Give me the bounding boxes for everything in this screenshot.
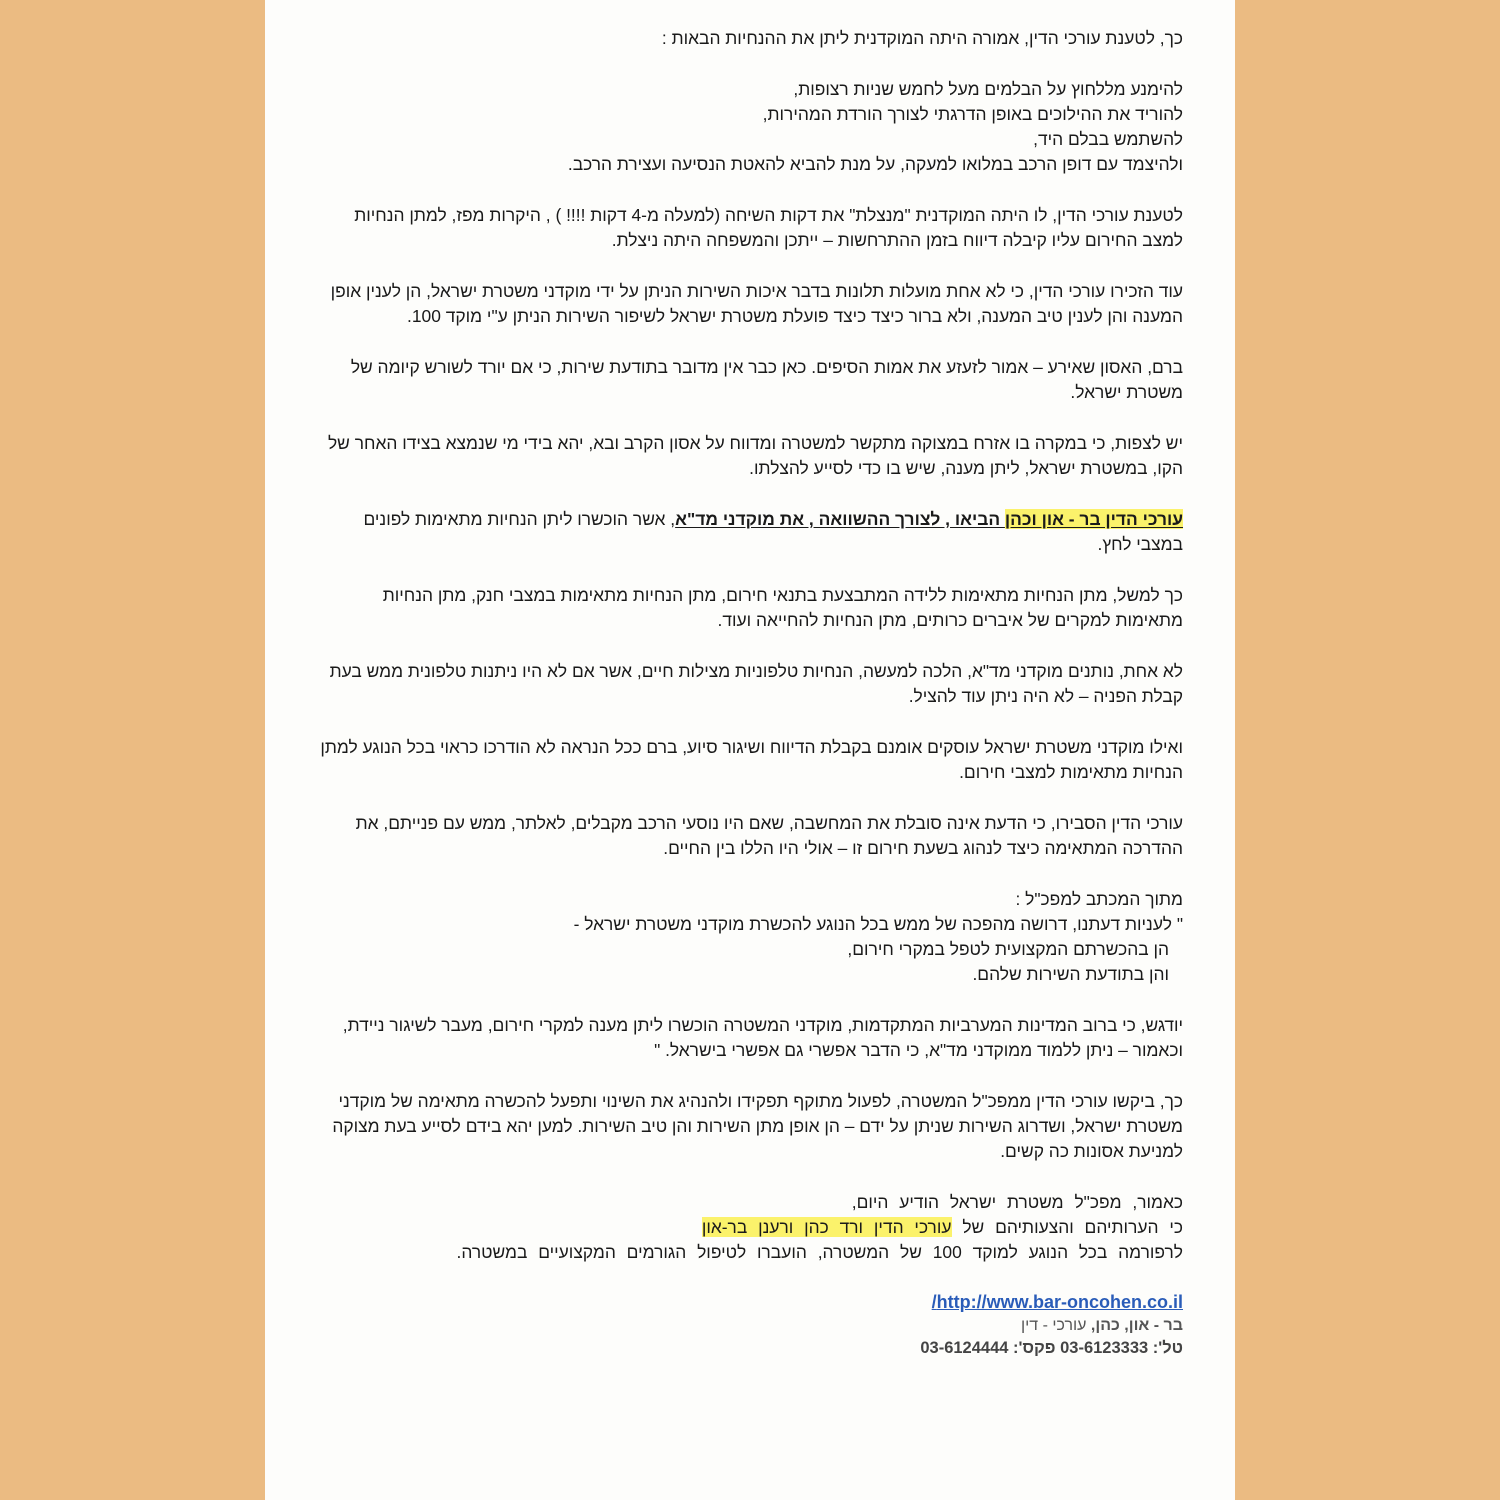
paragraph: ואילו מוקדני משטרת ישראל עוסקים אומנם בקבלת הדיווח ושיגור סיוע, ברם ככל הנראה לא הודרכו כראוי בכל הנוגע למתן הנחיות מתאימות למצבי חירום.	[320, 737, 1183, 782]
paragraph-text: וכאמור – ניתן ללמוד ממוקדני מד"א, כי הדבר אפשרי גם אפשרי בישראל. "	[654, 1040, 1183, 1060]
document-page	[265, 0, 1235, 1500]
paragraph: כך, ביקשו עורכי הדין ממפכ"ל המשטרה, לפעול מתוקף תפקידו ולהנהיג את השינוי ותפעל להכשרה מתאימה של מוקדני משטרת ישראל, ושדרוג השירות שניתן על ידם – הן אופן מתן השירות והן טיב השירות. למען יהא בידם לסייע בעת מצוקה למניעת אסונות כה קשים.	[332, 1091, 1183, 1161]
quote-line: והן בתודעת השירות שלהם.	[972, 964, 1169, 984]
paragraph: עוד הזכירו עורכי הדין, כי לא אחת מועלות תלונות בדבר איכות השירות הניתן על ידי מוקדני משטרת ישראל, הן לענין אופן המענה והן לענין טיב המענה, ולא ברור כיצד כיצד פועלת משטרת ישראל לשיפור השירות הניתן ע"י מוקד 100.	[330, 281, 1183, 326]
paragraph	[315, 1013, 1183, 1063]
paragraph-text: כאמור, מפכ"ל משטרת ישראל הודיע היום,	[851, 1192, 1183, 1212]
paragraph: לא אחת, נותנים מוקדני מד"א, הלכה למעשה, הנחיות טלפוניות מצילות חיים, אשר אם לא היו ניתנות טלפונית ממש בעת קבלת הפניה – לא היה ניתן עוד להציל.	[329, 661, 1183, 706]
letter-footer	[315, 1291, 1183, 1360]
paragraph: עורכי הדין הסבירו, כי הדעת אינה סובלת את המחשבה, שאם היו נוסעי הרכב מקבלים, לאלתר, ממש עם פנייתם, את ההדרכה המתאימה כיצד לנהוג בשעת חירום זו – אולי היו הללו בין החיים.	[355, 813, 1183, 858]
paragraph: לטענת עורכי הדין, לו היתה המוקדנית "מנצלת" את דקות השיחה (למעלה מ-4 דקות !!!! ) , היקרות מפז, למתן הנחיות למצב החירום עליו קיבלה דיווח בזמן ההתרחשות – ייתכן והמשפחה היתה ניצלת.	[354, 205, 1183, 250]
paragraph-intro: כך, לטענת עורכי הדין, אמורה היתה המוקדנית ליתן את ההנחיות הבאות :	[661, 28, 1183, 48]
instruction-item: ולהיצמד עם דופן הרכב במלואו למעקה, על מנת להביא להאטת הנסיעה ועצירת הרכב.	[567, 154, 1183, 174]
paragraph-announcement	[315, 1190, 1183, 1265]
quote-block	[315, 887, 1183, 987]
website-link[interactable]: http://www.bar-oncohen.co.il/	[931, 1292, 1183, 1312]
paragraph: ברם, האסון שאירע – אמור לזעזע את אמות הסיפים. כאן כבר אין מדובר בתודעת שירות, כי אם יורד לשורש קיומה של משטרת ישראל.	[350, 357, 1183, 402]
quote-intro: מתוך המכתב למפכ"ל :	[1015, 889, 1183, 909]
paragraph-text: לרפורמה בכל הנוגע למוקד 100 של המשטרה, הועברו לטיפול הגורמים המקצועיים במשטרה.	[456, 1242, 1183, 1262]
highlighted-lawyer-names: עורכי הדין בר - און וכהן	[1004, 509, 1183, 529]
firm-name: בר - און, כהן,	[1090, 1317, 1183, 1334]
highlighted-lawyer-names: עורכי הדין ורד כהן ורענן בר-און	[701, 1217, 952, 1237]
letter-body	[315, 26, 1183, 1360]
instruction-list	[315, 77, 1183, 177]
instruction-item: להימנע מללחוץ על הבלמים מעל לחמש שניות רצופות,	[793, 79, 1183, 99]
paragraph-text: יודגש, כי ברוב המדינות המערביות המתקדמות, מוקדני המשטרה הוכשרו ליתן מענה למקרי חירום, מעבר לשיגור ניידת,	[342, 1015, 1183, 1035]
underlined-text: הביאו , לצורך ההשוואה , את מוקדני מד"א	[675, 509, 1005, 529]
paragraph-text: , אשר הוכשרו ליתן הנחיות מתאימות לפונים במצבי לחץ.	[363, 509, 1183, 554]
paragraph: כך למשל, מתן הנחיות מתאימות ללידה המתבצעת בתנאי חירום, מתן הנחיות מתאימות במצבי חנק, מתן הנחיות מתאימות למקרים של איברים כרותים, מתן הנחיות להחייאה ועוד.	[382, 585, 1183, 630]
firm-title: עורכי - דין	[1020, 1317, 1087, 1334]
instruction-item: להשתמש בבלם היד,	[1033, 129, 1183, 149]
instruction-item: להוריד את ההילוכים באופן הדרגתי לצורך הורדת המהירות,	[762, 104, 1183, 124]
contact-phones: טל': 03-6123333 פקס': 03-6124444	[920, 1339, 1183, 1357]
paragraph: יש לצפות, כי במקרה בו אזרח במצוקה מתקשר למשטרה ומדווח על אסון הקרב ובא, יהא בידי מי שנמצא בצידו האחר של הקו, במשטרת ישראל, ליתן מענה, שיש בו כדי לסייע להצלתו.	[327, 433, 1183, 478]
paragraph-text: כי הערותיהם והצעותיהם של	[951, 1217, 1183, 1237]
quote-line: " לעניות דעתנו, דרושה מהפכה של ממש בכל הנוגע להכשרת מוקדני משטרת ישראל -	[573, 914, 1183, 934]
paragraph-comparison	[315, 507, 1183, 557]
quote-line: הן בהכשרתם המקצועית לטפל במקרי חירום,	[847, 939, 1169, 959]
firm-signature	[315, 1314, 1183, 1337]
